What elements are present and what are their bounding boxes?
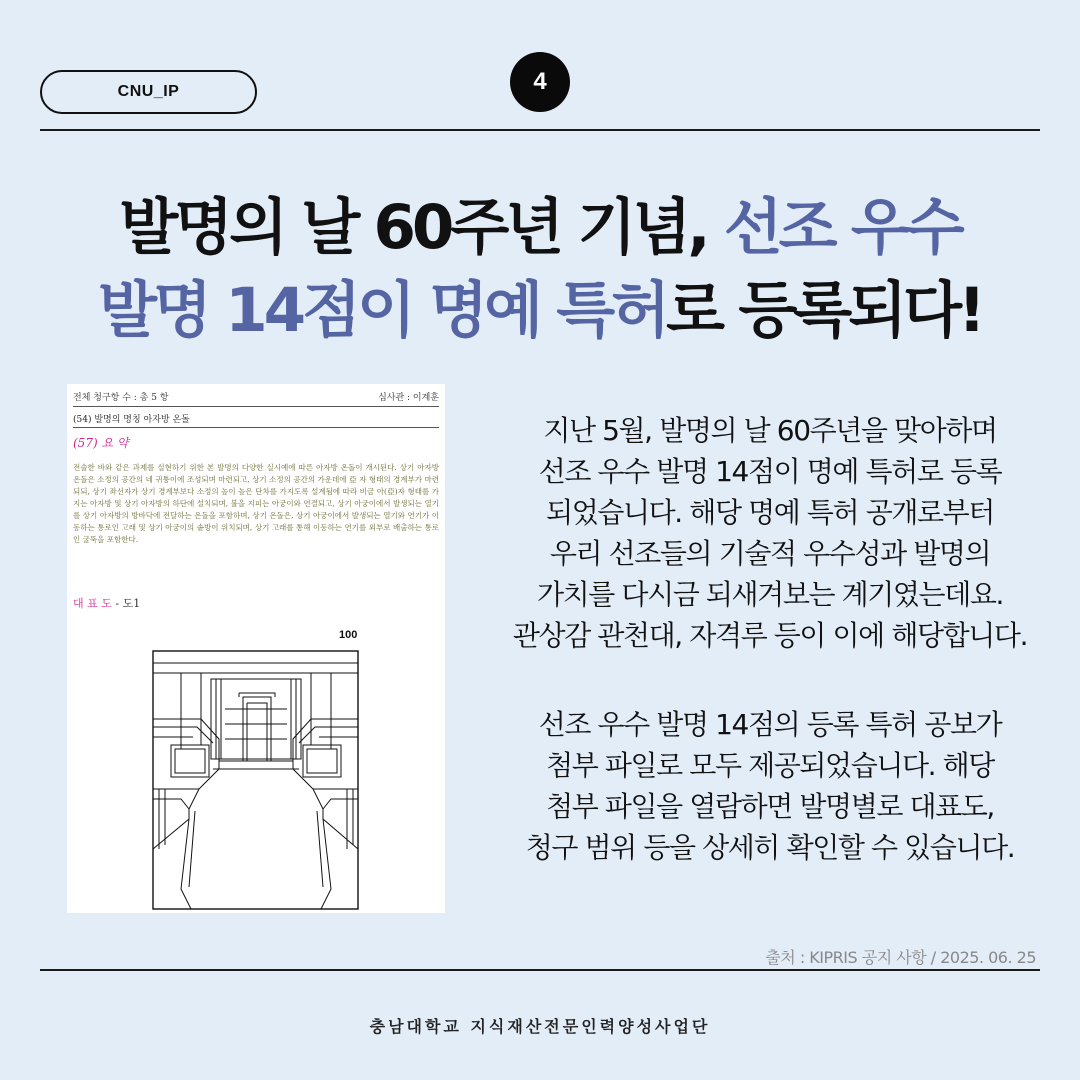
figure-number: 100: [339, 629, 358, 641]
headline-line-1: [0, 192, 1080, 263]
body-line: 지난 5월, 발명의 날 60주년을 맞아하며: [543, 414, 997, 447]
body-paragraph-1: [450, 410, 1080, 656]
doc-summary-text: 전술한 바와 같은 과제를 실현하기 위한 본 발명의 다양한 실시예에 따른 아자방 온돌이 개시된다. 상기 아자방 온돌은 소정의 공간의 네 귀퉁이에 조성되며 마련되고, 상기 소정의 공간의 가운데에 亞 자 형태의 경계부가 마련되되, 상기 좌선자가 상기 경계부보다 소정의 높이 높은 단차를 가지도록 설계됨에 따라 비금 아(亞)자 형태를 가지는 아자방 및 상기 아자방의 하단에 설치되며, 불을 지피는 아궁이와 연결되고, 상기 아궁이에서 발생되는 열기를 상기 아자방의 방바닥에 전달하는 온돌을 포함하며, 상기 온돌은, 상기 아궁이에서 발생되는 열기와 연기가 이동하는 통로인 고래 및 상기 아궁이의 솥방이 위치되며, 상기 고래를 통해 이동하는 연기를 외부로 배출하는 통로인 굴뚝을 포함한다.: [73, 463, 439, 544]
doc-header: [73, 388, 439, 404]
body-line: 선조 우수 발명 14점이 명예 특허로 등록: [538, 455, 1002, 488]
headline-line-2: [0, 275, 1080, 346]
page-number-badge: 4: [510, 52, 570, 112]
body-line: 청구 범위 등을 상세히 확인할 수 있습니다.: [525, 831, 1015, 864]
body-line: 되었습니다. 해당 명예 특허 공개로부터: [546, 496, 994, 529]
source-citation: 출처 : KIPRIS 공지 사항 / 2025. 06. 25: [765, 948, 1036, 967]
body-line: 첨부 파일로 모두 제공되었습니다. 해당: [546, 749, 994, 782]
doc-summary-heading: (57) 요 약: [73, 436, 129, 450]
doc-rule-1: [73, 406, 439, 407]
body-line: 관상감 관천대, 자격루 등이 이에 해당합니다.: [512, 619, 1028, 652]
body-line: 첨부 파일을 열람하면 발명별로 대표도,: [546, 790, 994, 823]
top-divider: [40, 129, 1040, 131]
organization-footer: 충남대학교 지식재산전문인력양성사업단: [369, 1017, 711, 1036]
body-line: 우리 선조들의 기술적 우수성과 발명의: [549, 537, 991, 570]
headline-line-2-black: 로 등록되다!: [666, 275, 982, 346]
patent-document-image: [67, 384, 445, 913]
doc-rule-2: [73, 427, 439, 428]
bottom-divider: [40, 969, 1040, 971]
body-line: 선조 우수 발명 14점의 등록 특허 공보가: [538, 708, 1002, 741]
cnu-ip-tag: CNU_IP: [40, 70, 257, 114]
headline-line-1-accent: 선조 우수: [723, 192, 961, 263]
headline-line-1-black: 발명의 날 60주년 기념,: [119, 192, 724, 263]
ondol-room-drawing: [151, 649, 361, 913]
doc-rep-figure: - 도1: [115, 597, 141, 610]
doc-invention-title: (54) 발명의 명칭 아자방 온돌: [73, 415, 190, 425]
headline-line-2-accent: 발명 14점이 명예 특허: [98, 275, 667, 346]
doc-claims-count: 전체 청구항 수 : 총 5 항: [73, 392, 169, 403]
body-paragraph-2: [450, 704, 1080, 868]
body-line: 가치를 다시금 되새겨보는 계기였는데요.: [536, 578, 1004, 611]
doc-representative-figure-label: [73, 595, 140, 611]
doc-examiner: 심사관 : 이계훈: [378, 392, 439, 403]
doc-rep-label: 대 표 도: [73, 597, 112, 610]
